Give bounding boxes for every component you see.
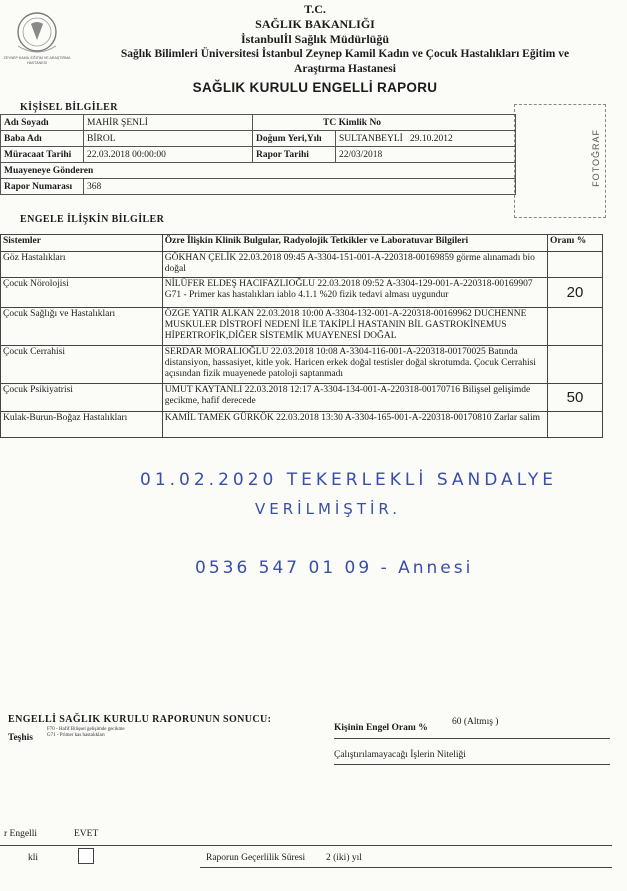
- referred-by-label: Muayeneye Gönderen: [1, 163, 516, 179]
- photo-box: [514, 104, 606, 218]
- application-date-value: 22.03.2018 00:00:00: [84, 147, 253, 163]
- findings-text: ÖZGE YATIR ALKAN 22.03.2018 10:00 A-3304-132-001-A-220318-00169962 DUCHENNE MUSKULER DİSTROFİ NEDENİ İLE TAKİPLİ HASTANIN BİL GASTROKİNEMUS HİPERTROFİK,DİĞER SİSTEMİK MUAYENESİ DOĞAL: [162, 308, 547, 346]
- divider: [334, 764, 610, 765]
- divider: [0, 845, 612, 846]
- jobs-label: Çalıştırılamayacağı İşlerin Niteliği: [334, 750, 466, 760]
- report-title: SAĞLIK KURULU ENGELLİ RAPORU: [192, 80, 438, 95]
- birth-label: Doğum Yeri,Yılı: [253, 131, 336, 147]
- systems-table: [0, 234, 603, 438]
- birth-place: SULTANBEYLİ: [339, 133, 403, 144]
- table-row: [1, 252, 603, 278]
- col-header-findings: Özre İlişkin Klinik Bulgular, Radyolojik Tetkikler ve Laboratuvar Bilgileri: [162, 235, 547, 252]
- findings-text: KAMİL TAMEK GÜRKÖK 22.03.2018 13:30 A-3304-165-001-A-220318-00170810 Zarlar salim: [162, 412, 547, 438]
- rate-value: [548, 308, 603, 346]
- rate-value: [548, 252, 603, 278]
- system-name: Çocuk Cerrahisi: [1, 346, 163, 384]
- tc-label: TC Kimlik No: [253, 115, 516, 131]
- severe-disabled-value: EVET: [74, 829, 99, 839]
- divider: [334, 738, 610, 739]
- diagnosis-list: [47, 727, 125, 739]
- findings-text: SERDAR MORALIOĞLU 22.03.2018 10:08 A-3304-116-001-A-220318-00170025 Batında distansiyon, hassasiyet, kitle yok. Haricen erkek doğal testisler doğal skrotumda. Çocuk Cerrahisi açısından fizik muayenede patoloji saptanmadı: [162, 346, 547, 384]
- header-tc: T.C.: [304, 2, 326, 16]
- report-date-value: 22/03/2018: [336, 147, 516, 163]
- system-name: Çocuk Sağlığı ve Hastalıkları: [1, 308, 163, 346]
- system-name: Çocuk Nörolojisi: [1, 278, 163, 308]
- disability-section-title: ENGELE İLİŞKİN BİLGİLER: [20, 214, 165, 225]
- rate-value: 20: [548, 278, 603, 308]
- system-name: Göz Hastalıkları: [1, 252, 163, 278]
- document-header: [110, 2, 520, 47]
- checkbox[interactable]: [78, 848, 94, 864]
- validity-value: 2 (iki) yıl: [326, 853, 362, 863]
- birth-value: [336, 131, 516, 147]
- table-row: [1, 308, 603, 346]
- photo-label: FOTOĞRAF: [591, 129, 601, 187]
- result-section-title: ENGELLİ SAĞLIK KURULU RAPORUNUN SONUCU:: [8, 714, 272, 725]
- father-value: BİROL: [84, 131, 253, 147]
- validity-label: Raporun Geçerlilik Süresi: [206, 853, 306, 863]
- table-row: [1, 412, 603, 438]
- system-name: Kulak-Burun-Boğaz Hastalıkları: [1, 412, 163, 438]
- disability-rate-value: 60 (Altmış ): [452, 717, 499, 727]
- name-label: Adı Soyadı: [1, 115, 84, 131]
- hospital-line-2: Araştırma Hastanesi: [294, 63, 396, 75]
- hospital-line-1: Sağlık Bilimleri Üniversitesi İstanbul Zeynep Kamil Kadın ve Çocuk Hastalıkları Eğitim ve: [120, 48, 570, 60]
- handwritten-note-line-1: 01.02.2020 TEKERLEKLİ SANDALYE: [140, 470, 558, 490]
- hospital-name: [80, 47, 610, 77]
- rate-value: [548, 412, 603, 438]
- table-row: [1, 346, 603, 384]
- handwritten-note-line-2: VERİLMİŞTİR.: [255, 500, 402, 518]
- system-name: Çocuk Psikiyatrisi: [1, 384, 163, 412]
- report-number-label: Rapor Numarası: [1, 179, 84, 195]
- diagnosis-item: F70 - Hafif Bilişsel gelişimde gecikme: [47, 727, 125, 732]
- findings-text: UMUT KAYTANLI 22.03.2018 12:17 A-3304-134-001-A-220318-00170716 Bilişsel gelişimde gecikme, hafif derecede: [162, 384, 547, 412]
- header-directorate: İstanbulİl Sağlık Müdürlüğü: [240, 32, 390, 46]
- application-date-label: Müracaat Tarihi: [1, 147, 84, 163]
- birth-date: 29.10.2012: [409, 133, 453, 144]
- header-ministry: SAĞLIK BAKANLIĞI: [255, 17, 375, 31]
- severe-disabled-label: r Engelli: [4, 829, 37, 839]
- report-number-value: 368: [84, 179, 516, 195]
- father-label: Baba Adı: [1, 131, 84, 147]
- findings-text: NİLÜFER ELDEŞ HACIFAZLIOĞLU 22.03.2018 09:52 A-3304-129-001-A-220318-00169907 G71 - Primer kas hastalıkları iablo 4.1.1 %20 fizik tedavi alması uygundur: [162, 278, 547, 308]
- table-row: [1, 278, 603, 308]
- divider: [200, 867, 612, 868]
- partial-label: kli: [28, 853, 39, 863]
- personal-section-title: KİŞİSEL BİLGİLER: [20, 102, 118, 113]
- col-header-system: Sistemler: [1, 235, 163, 252]
- name-value: MAHİR ŞENLİ: [84, 115, 253, 131]
- diagnosis-label: Teşhis: [8, 733, 33, 743]
- col-header-rate: Oranı %: [548, 235, 603, 252]
- findings-text: GÖKHAN ÇELİK 22.03.2018 09:45 A-3304-151-001-A-220318-00169859 görme alınamadı bio doğal: [162, 252, 547, 278]
- logo-caption: ZEYNEP KAMİL EĞİTİM VE ARAŞTIRMA HASTANESİ: [3, 56, 71, 65]
- diagnosis-item: G71 - Primer kas hastalıkları: [47, 733, 105, 738]
- disability-rate-label: Kişinin Engel Oranı %: [334, 723, 428, 733]
- rate-value: 50: [548, 384, 603, 412]
- handwritten-phone-note: 0536 547 01 09 - Annesi: [195, 558, 474, 578]
- rate-value: [548, 346, 603, 384]
- table-row: [1, 384, 603, 412]
- report-date-label: Rapor Tarihi: [253, 147, 336, 163]
- personal-info-table: [0, 114, 516, 195]
